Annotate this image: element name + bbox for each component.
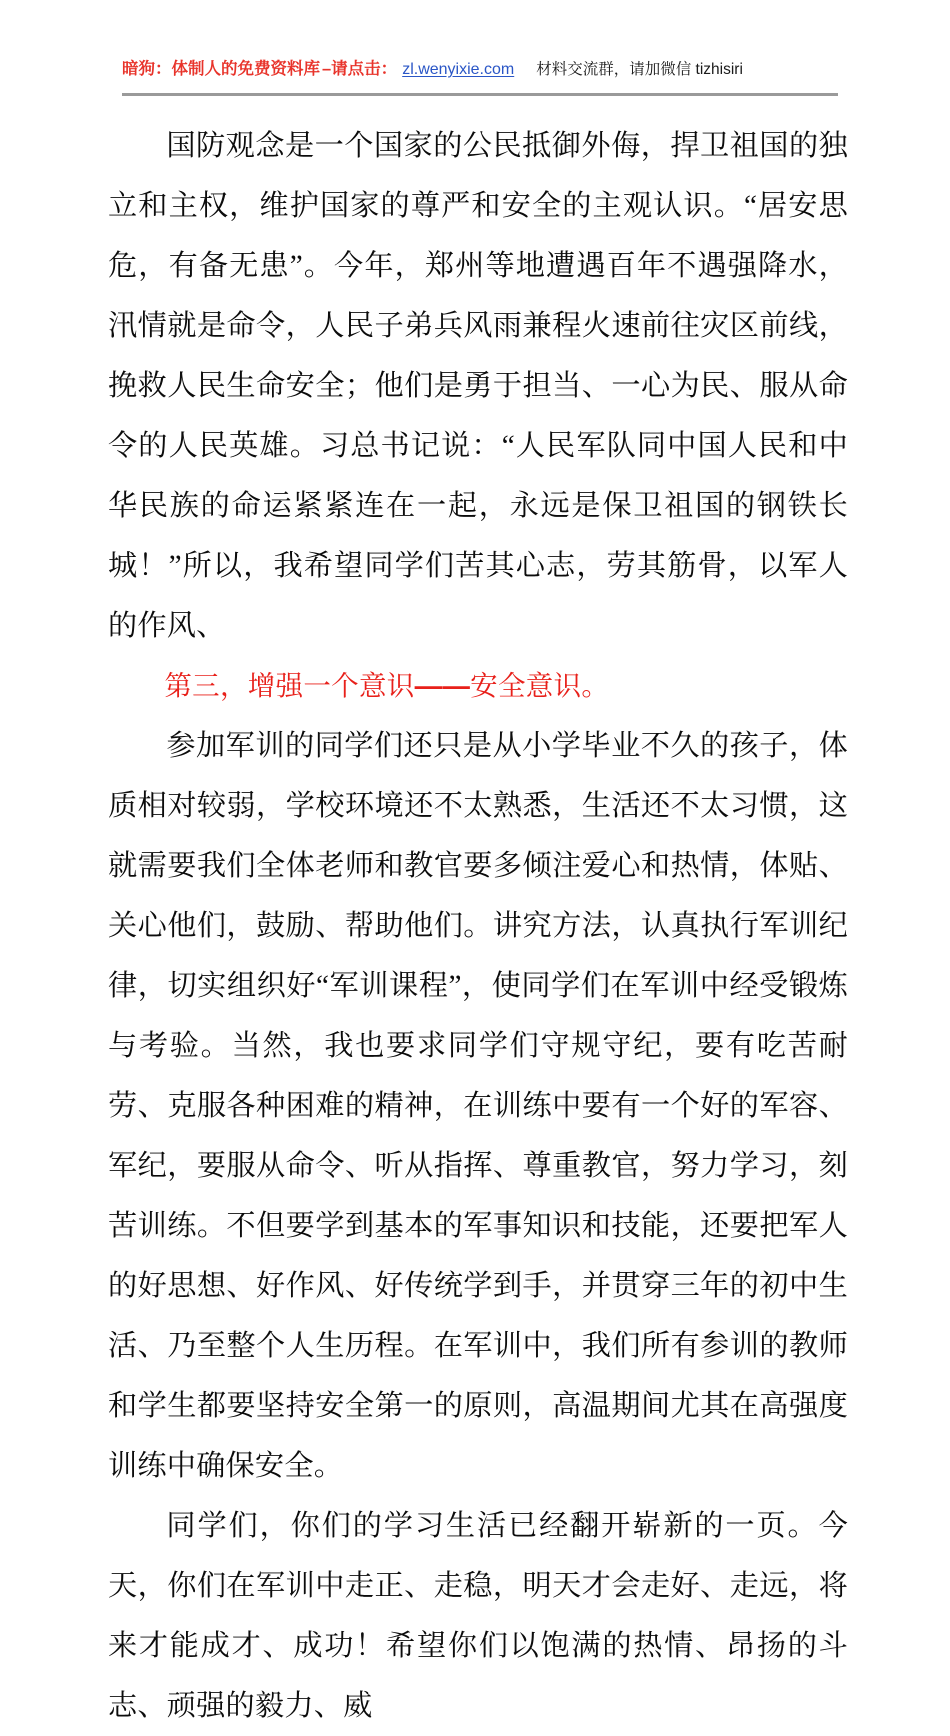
document-content <box>108 116 848 1736</box>
header-website-link[interactable]: zl.wenyixie.com <box>402 61 515 78</box>
header-cta-text: –请点击： <box>322 60 398 78</box>
paragraph-national-defense: 国防观念是一个国家的公民抵御外侮，捍卫祖国的独立和主权，维护国家的尊严和安全的主观认识。“居安思危，有备无患”。今年，郑州等地遭遇百年不遇强降水，汛情就是命令，人民子弟兵风雨兼程火速前往灾区前线，挽救人民生命安全；他们是勇于担当、一心为民、服从命令的人民英雄。习总书记说：“人民军队同中国人民和中华民族的命运紧紧连在一起，永远是保卫祖国的钢铁长城！”所以，我希望同学们苦其心志，劳其筋骨，以军人的作风、 <box>108 130 848 642</box>
header-watermark-banner <box>122 60 838 94</box>
header-brand-text: 暗狗：体制人的免费资料库 <box>122 60 320 78</box>
heading-third-point: 第三，增强一个意识——安全意识。 <box>164 670 610 701</box>
header-wechat-text: 材料交流群，请加微信 tizhisiri <box>536 61 743 78</box>
header-divider-rule <box>122 93 838 96</box>
paragraph-safety-awareness: 参加军训的同学们还只是从小学毕业不久的孩子，体质相对较弱，学校环境还不太熟悉，生活还不太习惯，这就需要我们全体老师和教官要多倾注爱心和热情，体贴、关心他们，鼓励、帮助他们。讲究方法，认真执行军训纪律，切实组织好“军训课程”，使同学们在军训中经受锻炼与考验。当然，我也要求同学们守规守纪，要有吃苦耐劳、克服各种困难的精神，在训练中要有一个好的军容、军纪，要服从命令、听从指挥、尊重教官，努力学习，刻苦训练。不但要学到基本的军事知识和技能，还要把军人的好思想、好作风、好传统学到手，并贯穿三年的初中生活、乃至整个人生历程。在军训中，我们所有参训的教师和学生都要坚持安全第一的原则，高温期间尤其在高强度训练中确保安全。 <box>108 730 848 1482</box>
paragraph-closing: 同学们，你们的学习生活已经翻开崭新的一页。今天，你们在军训中走正、走稳，明天才会走好、走远，将来才能成才、成功！希望你们以饱满的热情、昂扬的斗志、顽强的毅力、威 <box>108 1510 848 1722</box>
